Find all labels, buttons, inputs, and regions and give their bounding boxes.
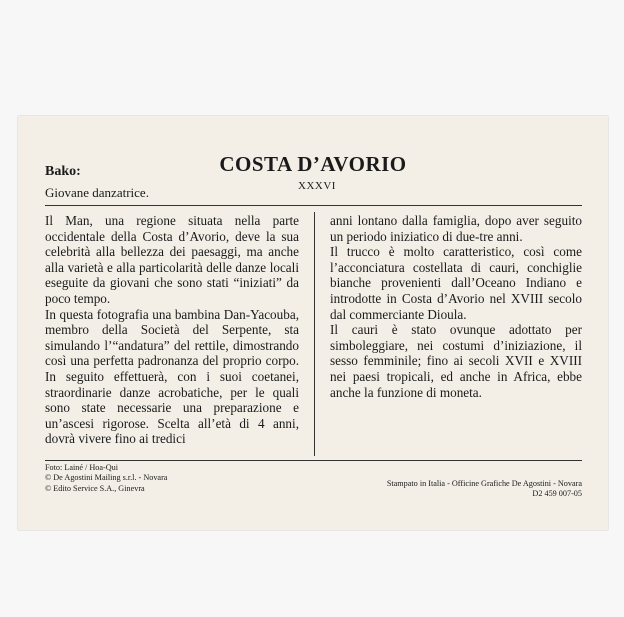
- photo-credits: [45, 463, 167, 494]
- printer-info: [387, 479, 582, 500]
- paragraph: anni lontano dalla famiglia, dopo aver seguito un periodo iniziatico di due-tre anni.: [330, 213, 582, 244]
- bottom-divider: [45, 460, 582, 461]
- product-code: D2 459 007-05: [532, 489, 582, 499]
- card-title: COSTA D’AVORIO: [219, 152, 407, 176]
- text-column-right: [330, 213, 582, 400]
- series-number: XXXVI: [298, 180, 336, 192]
- credit-line: © De Agostini Mailing s.r.l. - Novara: [45, 473, 168, 483]
- credit-line: © Edito Service S.A., Ginevra: [45, 483, 145, 493]
- subject-name: Bako:: [45, 164, 81, 179]
- paragraph: Il Man, una regione situata nella parte occidentale della Costa d’Avorio, deve la sua celebrità alla bellezza dei paesaggi, ma anche alla varietà e alla particolarità delle danze locali eseguite da giovani che sono stati “iniziati” da poco tempo.: [45, 213, 299, 306]
- printer-line: Stampato in Italia - Officine Grafiche De Agostini - Novara: [386, 479, 582, 488]
- paragraph: In questa fotografia una bambina Dan-Yacouba, membro della Società del Serpente, sta simulando l’“andatura” del rettile, dimostrando così una perfetta padronanza del proprio corpo. In seguito effettuerà, con i suoi coetanei, straordinarie danze acrobatiche, per le quali sono state necessarie una preparazione e un’ascesi rigorose. Scelta all’età di 4 anni, dovrà vivere fino ai tredici: [45, 306, 299, 447]
- column-divider: [314, 212, 315, 456]
- top-divider: [45, 205, 582, 206]
- paragraph: Il cauri è stato ovunque adottato per simboleggiare, nei costumi d’iniziazione, il sesso femminile; fino ai secoli XVII e XVIII nei paesi tropicali, ed anche in Africa, ebbe anche la funzione di moneta.: [330, 322, 582, 400]
- postcard-back: [18, 116, 608, 530]
- paragraph: Il trucco è molto caratteristico, così come l’acconciatura costellata di cauri, conchiglie bianche provenienti dall’Oceano Indiano e introdotte in Costa d’Avorio nel XVIII secolo dal commerciante Dioula.: [330, 244, 582, 322]
- text-column-left: [45, 213, 299, 447]
- credit-line: Foto: Lainé / Hoa-Qui: [45, 463, 118, 472]
- caption: Giovane danzatrice.: [45, 185, 149, 200]
